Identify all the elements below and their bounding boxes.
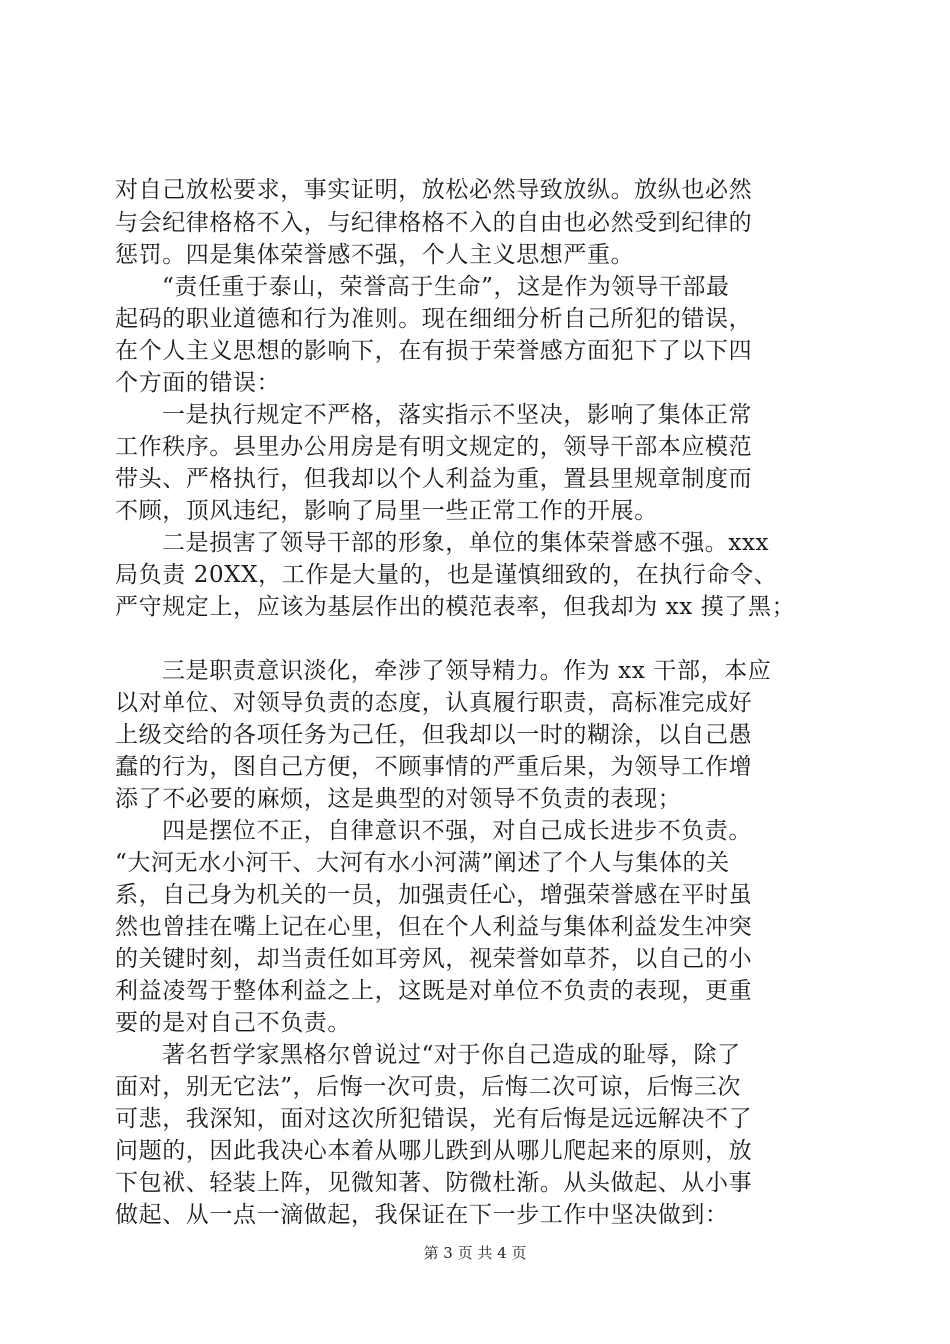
text-line: 著名哲学家黑格尔曾说过“对于你自己造成的耻辱，除了	[162, 1042, 741, 1068]
text-line: 对自己放松要求，事实证明，放松必然导致放纵。放纵也必然	[115, 177, 753, 203]
text-line: “责任重于泰山，荣誉高于生命”，这是作为领导干部最	[162, 274, 730, 300]
text-line: 做起、从一点一滴做起，我保证在下一步工作中坚决做到：	[115, 1202, 729, 1228]
text-line: “大河无水小河干、大河有水小河满”阐述了个人与集体的关	[115, 850, 730, 876]
text-line: 可悲，我深知，面对这次所犯错误，光有后悔是远远解决不了	[115, 1106, 753, 1132]
text-line: 蠢的行为，图自己方便，不顾事情的严重后果，为领导工作增	[115, 754, 753, 780]
text-line: 系，自己身为机关的一员，加强责任心，增强荣誉感在平时虽	[115, 882, 753, 908]
text-line: 惩罚。四是集体荣誉感不强，个人主义思想严重。	[115, 242, 635, 268]
text-line: 起码的职业道德和行为准则。现在细细分析自己所犯的错误，	[115, 306, 753, 332]
text-line: 在个人主义思想的影响下，在有损于荣誉感方面犯下了以下四	[115, 338, 753, 364]
text-line: 添了不必要的麻烦，这是典型的对领导不负责的表现；	[115, 786, 682, 812]
text-line: 上级交给的各项任务为己任，但我却以一时的糊涂，以自己愚	[115, 722, 753, 748]
text-line: 二是损害了领导干部的形象，单位的集体荣誉感不强。xxx	[162, 530, 770, 556]
text-line: 四是摆位不正，自律意识不强，对自己成长进步不负责。	[162, 818, 752, 844]
text-line: 工作秩序。县里办公用房是有明文规定的，领导干部本应模范	[115, 434, 753, 460]
text-line: 严守规定上，应该为基层作出的模范表率，但我却为 xx 摸了黑；	[115, 594, 796, 620]
text-line: 带头、严格执行，但我却以个人利益为重，置县里规章制度而	[115, 466, 753, 492]
text-line: 面对，别无它法”，后悔一次可贵，后悔二次可谅，后悔三次	[115, 1074, 741, 1100]
text-line: 问题的，因此我决心本着从哪儿跌到从哪儿爬起来的原则，放	[115, 1138, 753, 1164]
text-line: 个方面的错误：	[115, 370, 281, 396]
text-line: 不顾，顶风违纪，影响了局里一些正常工作的开展。	[115, 498, 658, 524]
page-footer: 第 3 页 共 4 页	[423, 1244, 527, 1262]
text-line: 然也曾挂在嘴上记在心里，但在个人利益与集体利益发生冲突	[115, 914, 753, 940]
text-line: 以对单位、对领导负责的态度，认真履行职责，高标准完成好	[115, 690, 753, 716]
text-line: 要的是对自己不负责。	[115, 1010, 351, 1036]
text-line: 局负责 20XX，工作是大量的，也是谨慎细致的，在执行命令、	[115, 562, 778, 588]
text-line: 的关键时刻，却当责任如耳旁风，视荣誉如草芥，以自己的小	[115, 946, 753, 972]
text-line: 下包袱、轻装上阵，见微知著、防微杜渐。从头做起、从小事	[115, 1170, 753, 1196]
text-line: 三是职责意识淡化，牵涉了领导精力。作为 xx 干部，本应	[162, 658, 772, 684]
text-line: 利益凌驾于整体利益之上，这既是对单位不负责的表现，更重	[115, 978, 753, 1004]
text-line: 一是执行规定不严格，落实指示不坚决，影响了集体正常	[162, 402, 752, 428]
text-line: 与会纪律格格不入，与纪律格格不入的自由也必然受到纪律的	[115, 210, 753, 236]
